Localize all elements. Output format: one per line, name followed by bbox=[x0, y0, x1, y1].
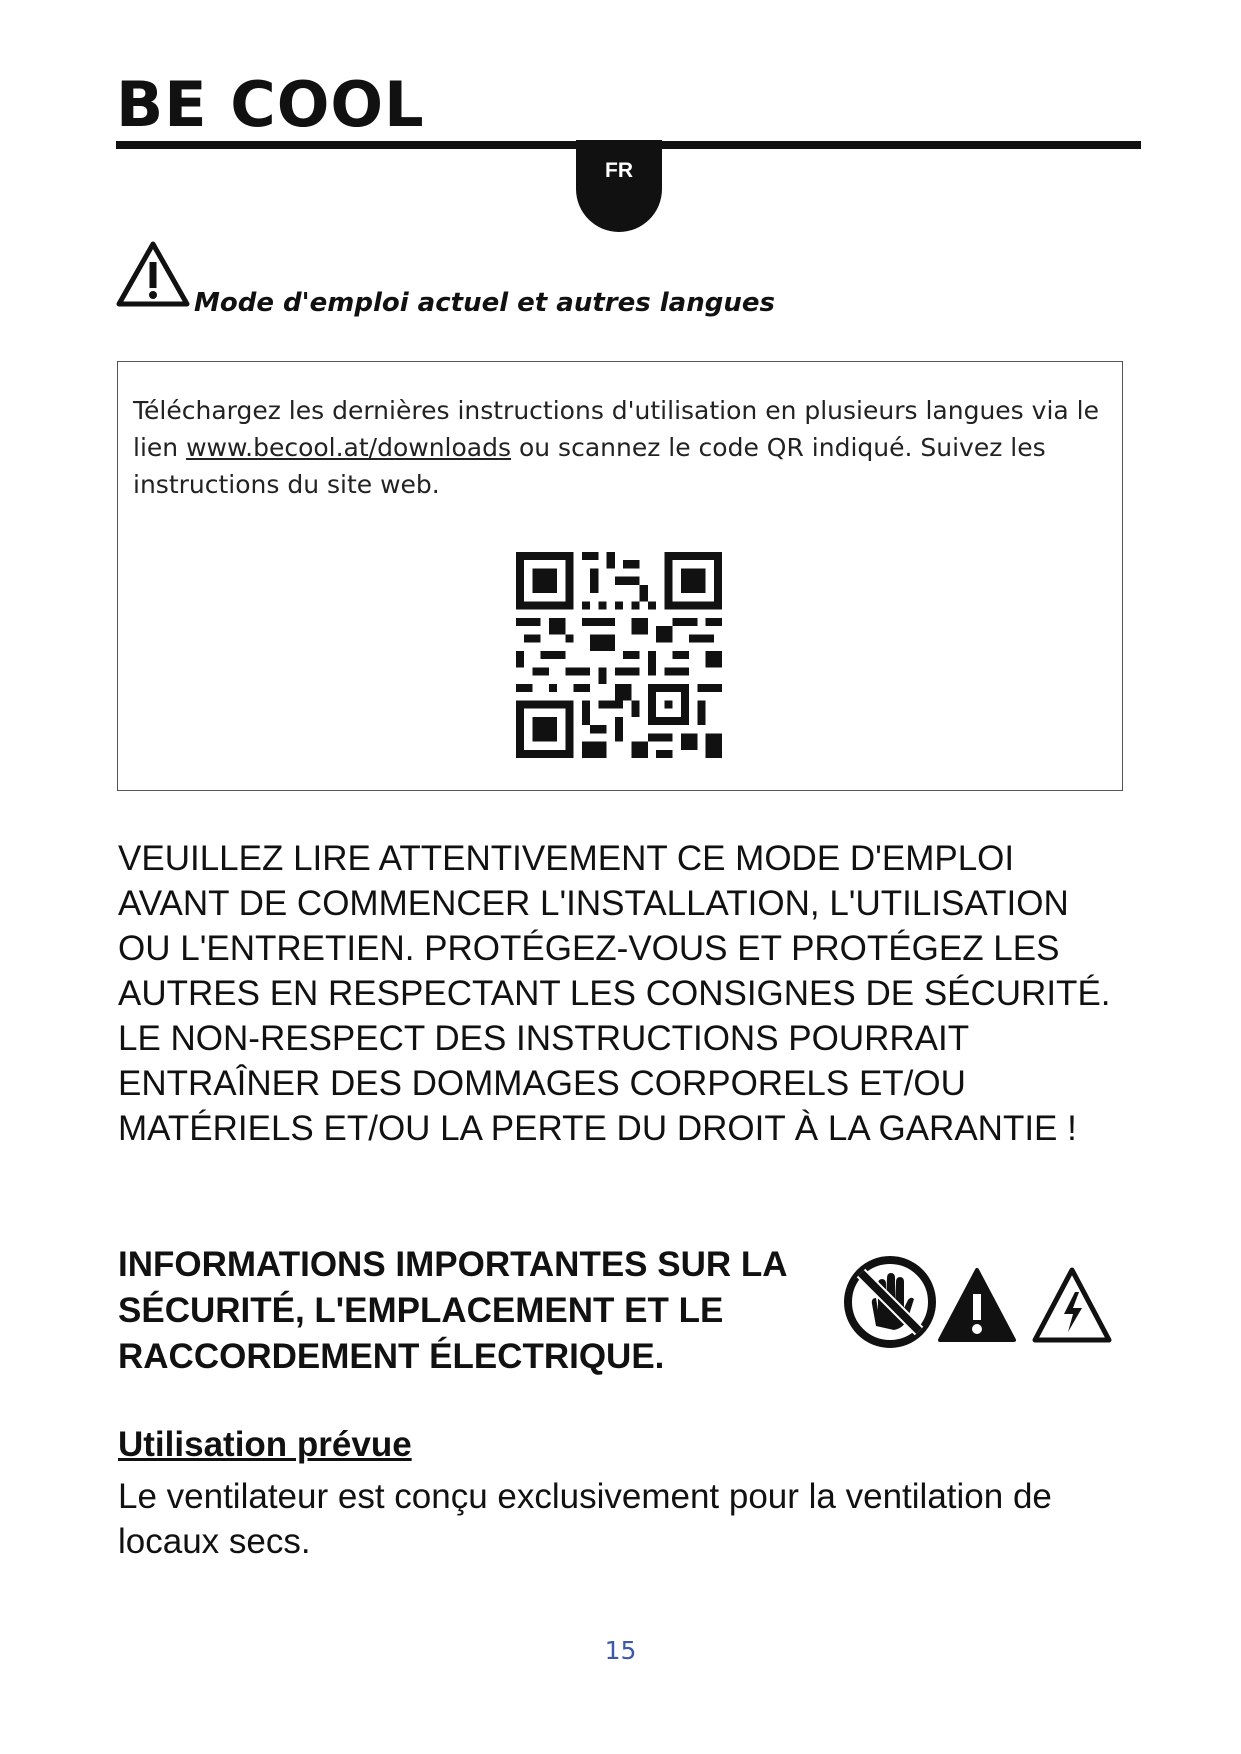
safety-heading: INFORMATIONS IMPORTANTES SUR LA SÉCURITÉ, L'EMPLACEMENT ET LE RACCORDEMENT ÉLECTRIQUE. bbox=[118, 1245, 787, 1376]
brand-logo: BE COOL bbox=[116, 68, 425, 141]
no-touch-icon bbox=[848, 1260, 932, 1344]
language-tab: FR bbox=[576, 140, 662, 232]
downloads-link[interactable]: www.becool.at/downloads bbox=[186, 433, 512, 462]
page-number: 15 bbox=[604, 1636, 637, 1665]
electric-hazard-icon bbox=[1035, 1270, 1109, 1340]
usage-title: Utilisation prévue bbox=[118, 1425, 412, 1464]
download-text-start: Téléchargez les dernières instructions d'utilisation en plusieurs langues via le lien bbox=[133, 396, 1099, 462]
read-carefully-warning: VEUILLEZ LIRE ATTENTIVEMENT CE MODE D'EMPLOI AVANT DE COMMENCER L'INSTALLATION, L'UTILISATION OU L'ENTRETIEN. PROTÉGEZ-VOUS ET PROTÉGEZ LES AUTRES EN RESPECTANT LES CONSIGNES DE SÉCURITÉ. LE NON-RESPECT DES INSTRUCTIONS POURRAIT ENTRAÎNER DES DOMMAGES CORPORELS ET/OU MATÉRIELS ET/OU LA PERTE DU DROIT À LA GARANTIE ! bbox=[118, 839, 1111, 1148]
warning-icon bbox=[116, 240, 190, 308]
safety-icons bbox=[842, 1252, 1122, 1352]
warning-icon bbox=[940, 1270, 1014, 1340]
qr-code-icon bbox=[516, 552, 722, 758]
download-instructions bbox=[133, 392, 1103, 503]
download-notice-box bbox=[117, 361, 1123, 791]
usage-text: Le ventilateur est conçu exclusivement pour la ventilation de locaux secs. bbox=[118, 1477, 1052, 1561]
notice-title: Mode d'emploi actuel et autres langues bbox=[194, 288, 775, 318]
download-text-end: ou scannez le code QR indiqué. Suivez les instructions du site web. bbox=[133, 433, 1046, 499]
